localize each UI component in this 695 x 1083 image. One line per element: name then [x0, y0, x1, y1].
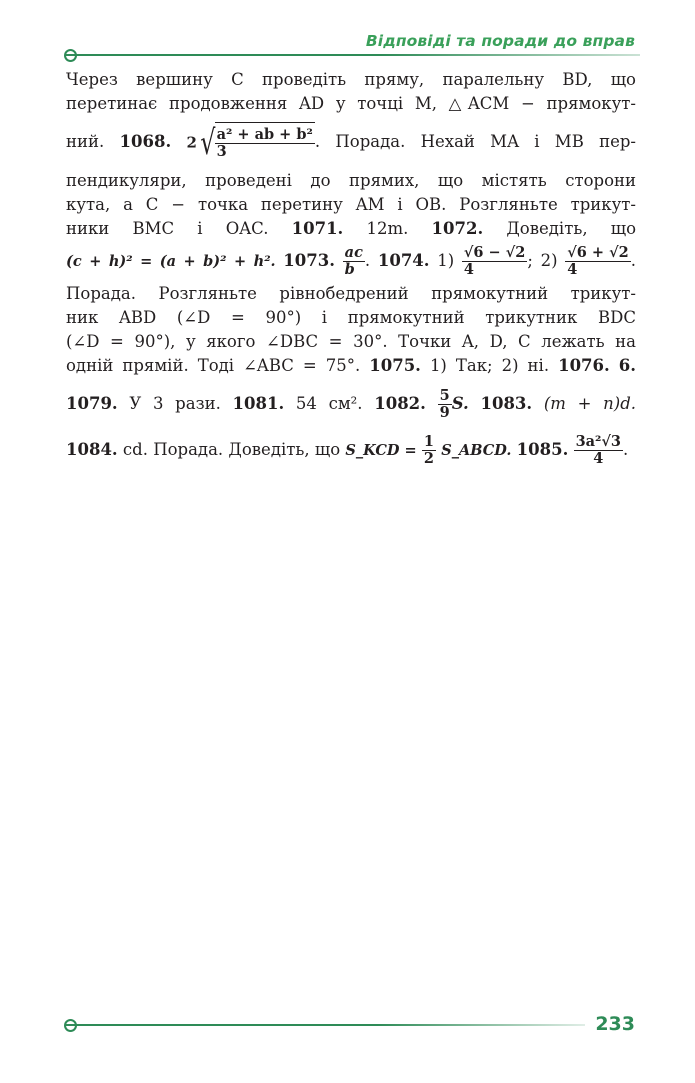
denominator: 4: [593, 450, 604, 467]
coefficient: 2: [186, 133, 197, 152]
text-line-5: кута, а C − точка перетину AM і OB. Розгляньте трикут-: [66, 195, 636, 214]
exercise-number-1075: 1075.: [369, 356, 421, 375]
text-fragment: . Порада. Нехай MA і MB пер-: [314, 132, 637, 151]
numerator: ac: [344, 244, 363, 261]
sqrt-symbol: √: [200, 122, 216, 163]
text-line-12: [66, 384, 636, 424]
formula-1068: [186, 122, 314, 163]
answer-1082-s: S.: [451, 394, 469, 413]
text-line-1: Через вершину C проведіть пряму, паралельну BD, що: [66, 70, 636, 89]
answer-1074-part1: 1): [437, 251, 455, 270]
text-line-8: Порада. Розгляньте рівнобедрений прямокутний трикут-: [66, 284, 636, 303]
text-line-13: 1084. cd. Порада. Доведіть, що S_KCD = $\frac{1}{2}$ S_ABCD. 1085. $\frac{\text{3a²√3}}{4}$ .: [66, 433, 629, 467]
numerator: √6 + √2: [567, 244, 629, 261]
text-fragment: ники BMC і OAC.: [66, 219, 269, 238]
exercise-number-1083: 1083.: [480, 394, 533, 413]
page-number: 233: [595, 1013, 635, 1035]
exercise-number-1071: 1071.: [291, 219, 344, 238]
text-fragment: одній прямій. Тоді ∠ABC = 75°.: [66, 356, 361, 375]
text-line-6: [66, 217, 636, 241]
numerator: √6 − √2: [463, 244, 526, 261]
exercise-number-1074: 1074.: [377, 251, 430, 270]
answer-1081: 54 см².: [295, 394, 363, 413]
exercise-number-1072: 1072.: [431, 219, 484, 238]
answer-1084: cd. Порада. Доведіть, що: [122, 440, 341, 459]
answer-1076: 6.: [618, 356, 637, 375]
answer-1083: (m + n)d.: [543, 394, 637, 413]
numerator: 5: [439, 387, 450, 404]
footer-rule: [65, 1024, 585, 1026]
exercise-number-1079: 1079.: [66, 394, 118, 413]
exercise-number-1085: 1085.: [516, 440, 569, 459]
fraction-1082: [438, 388, 452, 421]
fraction-1068: [215, 127, 315, 160]
formula-1084-right: S_ABCD.: [441, 442, 512, 459]
formula-1084-left: S_KCD =: [345, 442, 417, 459]
denominator: 2: [423, 450, 434, 467]
denominator: 4: [567, 261, 578, 278]
text-line-11: [66, 354, 636, 378]
denominator: b: [344, 261, 355, 278]
text-line-9: ник ABD (∠D = 90°) і прямокутний трикутник BDC: [66, 308, 636, 327]
text-line-10: (∠D = 90°), у якого ∠DBC = 30°. Точки A, D, C лежать на: [66, 332, 636, 351]
denominator: 9: [439, 404, 450, 421]
numerator: a² + ab + b²: [216, 126, 313, 143]
fraction-1085: [574, 434, 623, 467]
text-line-7: (c + h)² = (a + b)² + h². 1073. $\frac{ac}{b}$ . 1074. 1) $\frac{√6 - √2}{4}$ ; 2) $\frac{√6 + √2}{4}$ .: [66, 244, 636, 278]
exercise-number-1081: 1081.: [232, 394, 285, 413]
text-fragment: Доведіть, що: [506, 219, 637, 238]
denominator: 4: [463, 261, 474, 278]
formula-1072: (c + h)² = (a + b)² + h².: [66, 253, 276, 270]
answer-1074-part2: ; 2): [527, 251, 558, 270]
answer-1075: 1) Так; 2) ні.: [429, 356, 550, 375]
exercise-number-1084: 1084.: [66, 440, 118, 459]
text-fragment: ний.: [66, 132, 105, 151]
text-line-2: перетинає продовження AD у точці M, △ACM − прямокут-: [66, 94, 636, 113]
fraction-1074a: [462, 245, 527, 278]
fraction-1074b: [565, 245, 630, 278]
answers-text: [66, 68, 636, 471]
exercise-number-1073: 1073.: [283, 251, 335, 270]
denominator: 3: [216, 143, 227, 160]
answer-1079: У 3 рази.: [129, 394, 221, 413]
header-rule: [65, 54, 640, 56]
answer-1071: 12m.: [366, 219, 409, 238]
fraction-1073: [343, 245, 365, 278]
exercise-number-1068: 1068.: [119, 132, 172, 151]
text-line-4: пендикуляри, проведені до прямих, що містять сторони: [66, 171, 636, 190]
numerator: 3a²√3: [575, 433, 622, 450]
numerator: 1: [423, 433, 434, 450]
exercise-number-1082: 1082.: [374, 394, 426, 413]
running-head: Відповіді та поради до вправ: [365, 32, 635, 50]
fraction-1084: [422, 434, 436, 467]
exercise-number-1076: 1076.: [558, 356, 610, 375]
text-line-3: [66, 122, 636, 163]
